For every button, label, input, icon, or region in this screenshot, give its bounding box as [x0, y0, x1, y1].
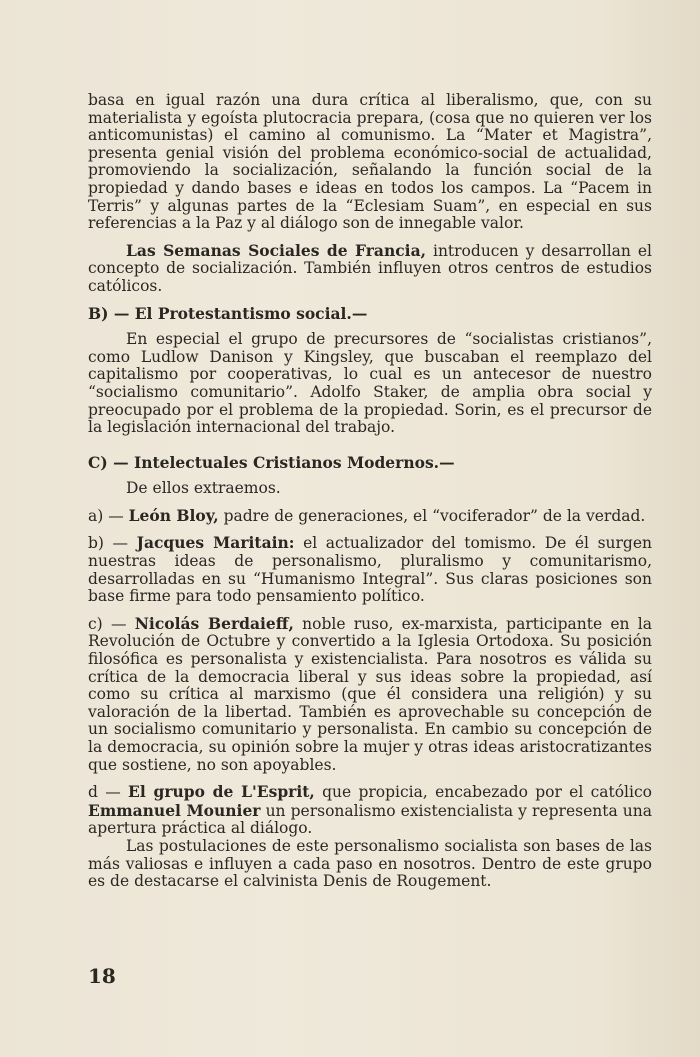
item-berdaieff: c) — Nicolás Berdaieff, noble ruso, ex-marxista, participante en la Revolución de Octubre y convertido a la Iglesia Ortodoxa. Su posición filosófica es personalista y existencialista. Para nosotros es válida su crítica de la democracia liberal y sus ideas sobre la propiedad, así como su crítica al marxismo (que él considera una religión) y su valoración de la libertad. También es aprovechable su concepción de un socialismo comunitario y personalista. En cambio su concepción de la democracia, su opinión sobre la mujer y otras ideas aristocratizantes que sostiene, no son apoyables.	[88, 613, 653, 774]
paragraph-semanas-sociales: Las Semanas Sociales de Francia, introducen y desarrollan el concepto de socialización. También influyen otros centros de estudios católicos.	[88, 240, 653, 295]
heading-intelectuales: C) — Intelectuales Cristianos Modernos.—	[88, 452, 455, 472]
item-leon-bloy: a) — León Bloy, padre de generaciones, el “vociferador” de la verdad.	[88, 505, 646, 525]
paragraph-extraemos: De ellos extraemos.	[126, 479, 281, 498]
heading-protestantismo: B) — El Protestantismo social.—	[88, 303, 368, 323]
paragraph-protestantismo: En especial el grupo de precursores de “socialistas cristianos”, como Ludlow Danison y Kingsley, que buscaban el reemplazo del capitalismo por cooperativas, lo cual es un antecesor de nuestro “socialismo comunitario”. Adolfo Staker, de amplia obra social y preocupado por el problema de la propiedad. Sorin, es el precursor de la legislación internacional del trabajo.	[88, 330, 652, 437]
body-text	[88, 92, 652, 891]
paragraph-personalismo: Las postulaciones de este personalismo socialista son bases de las más valiosas e influyen a cada paso en nosotros. Dentro de este grupo es de destacarse el calvinista Denis de Rougement.	[88, 836, 652, 891]
item-maritain: b) — Jacques Maritain: el actualizador del tomismo. De él surgen nuestras ideas de personalismo, pluralismo y comunitarismo, desarrolladas en su “Humanismo Integral”. Sus claras posiciones son base firme para todo pensamiento político.	[88, 533, 653, 606]
item-esprit: d — El grupo de L'Esprit, que propicia, encabezado por el católico Emmanuel Mounier un personalismo existencialista y representa una apertura práctica al diálogo.	[88, 782, 652, 838]
page-number: 18	[88, 964, 116, 988]
paragraph-encyclicals: basa en igual razón una dura crítica al liberalismo, que, con su materialista y egoísta plutocracia prepara, (cosa que no quieren ver los anticomunistas) el camino al comunismo. La “Mater et Magistra”, presenta genial visión del problema económico-social de actualidad, promoviendo la socialización, señalando la función social de la propiedad y dando bases e ideas en todos los campos. La “Pacem in Terris” y algunas partes de la “Eclesiam Suam”, en especial en sus referencias a la Paz y al diálogo son de innegable valor.	[88, 91, 652, 233]
